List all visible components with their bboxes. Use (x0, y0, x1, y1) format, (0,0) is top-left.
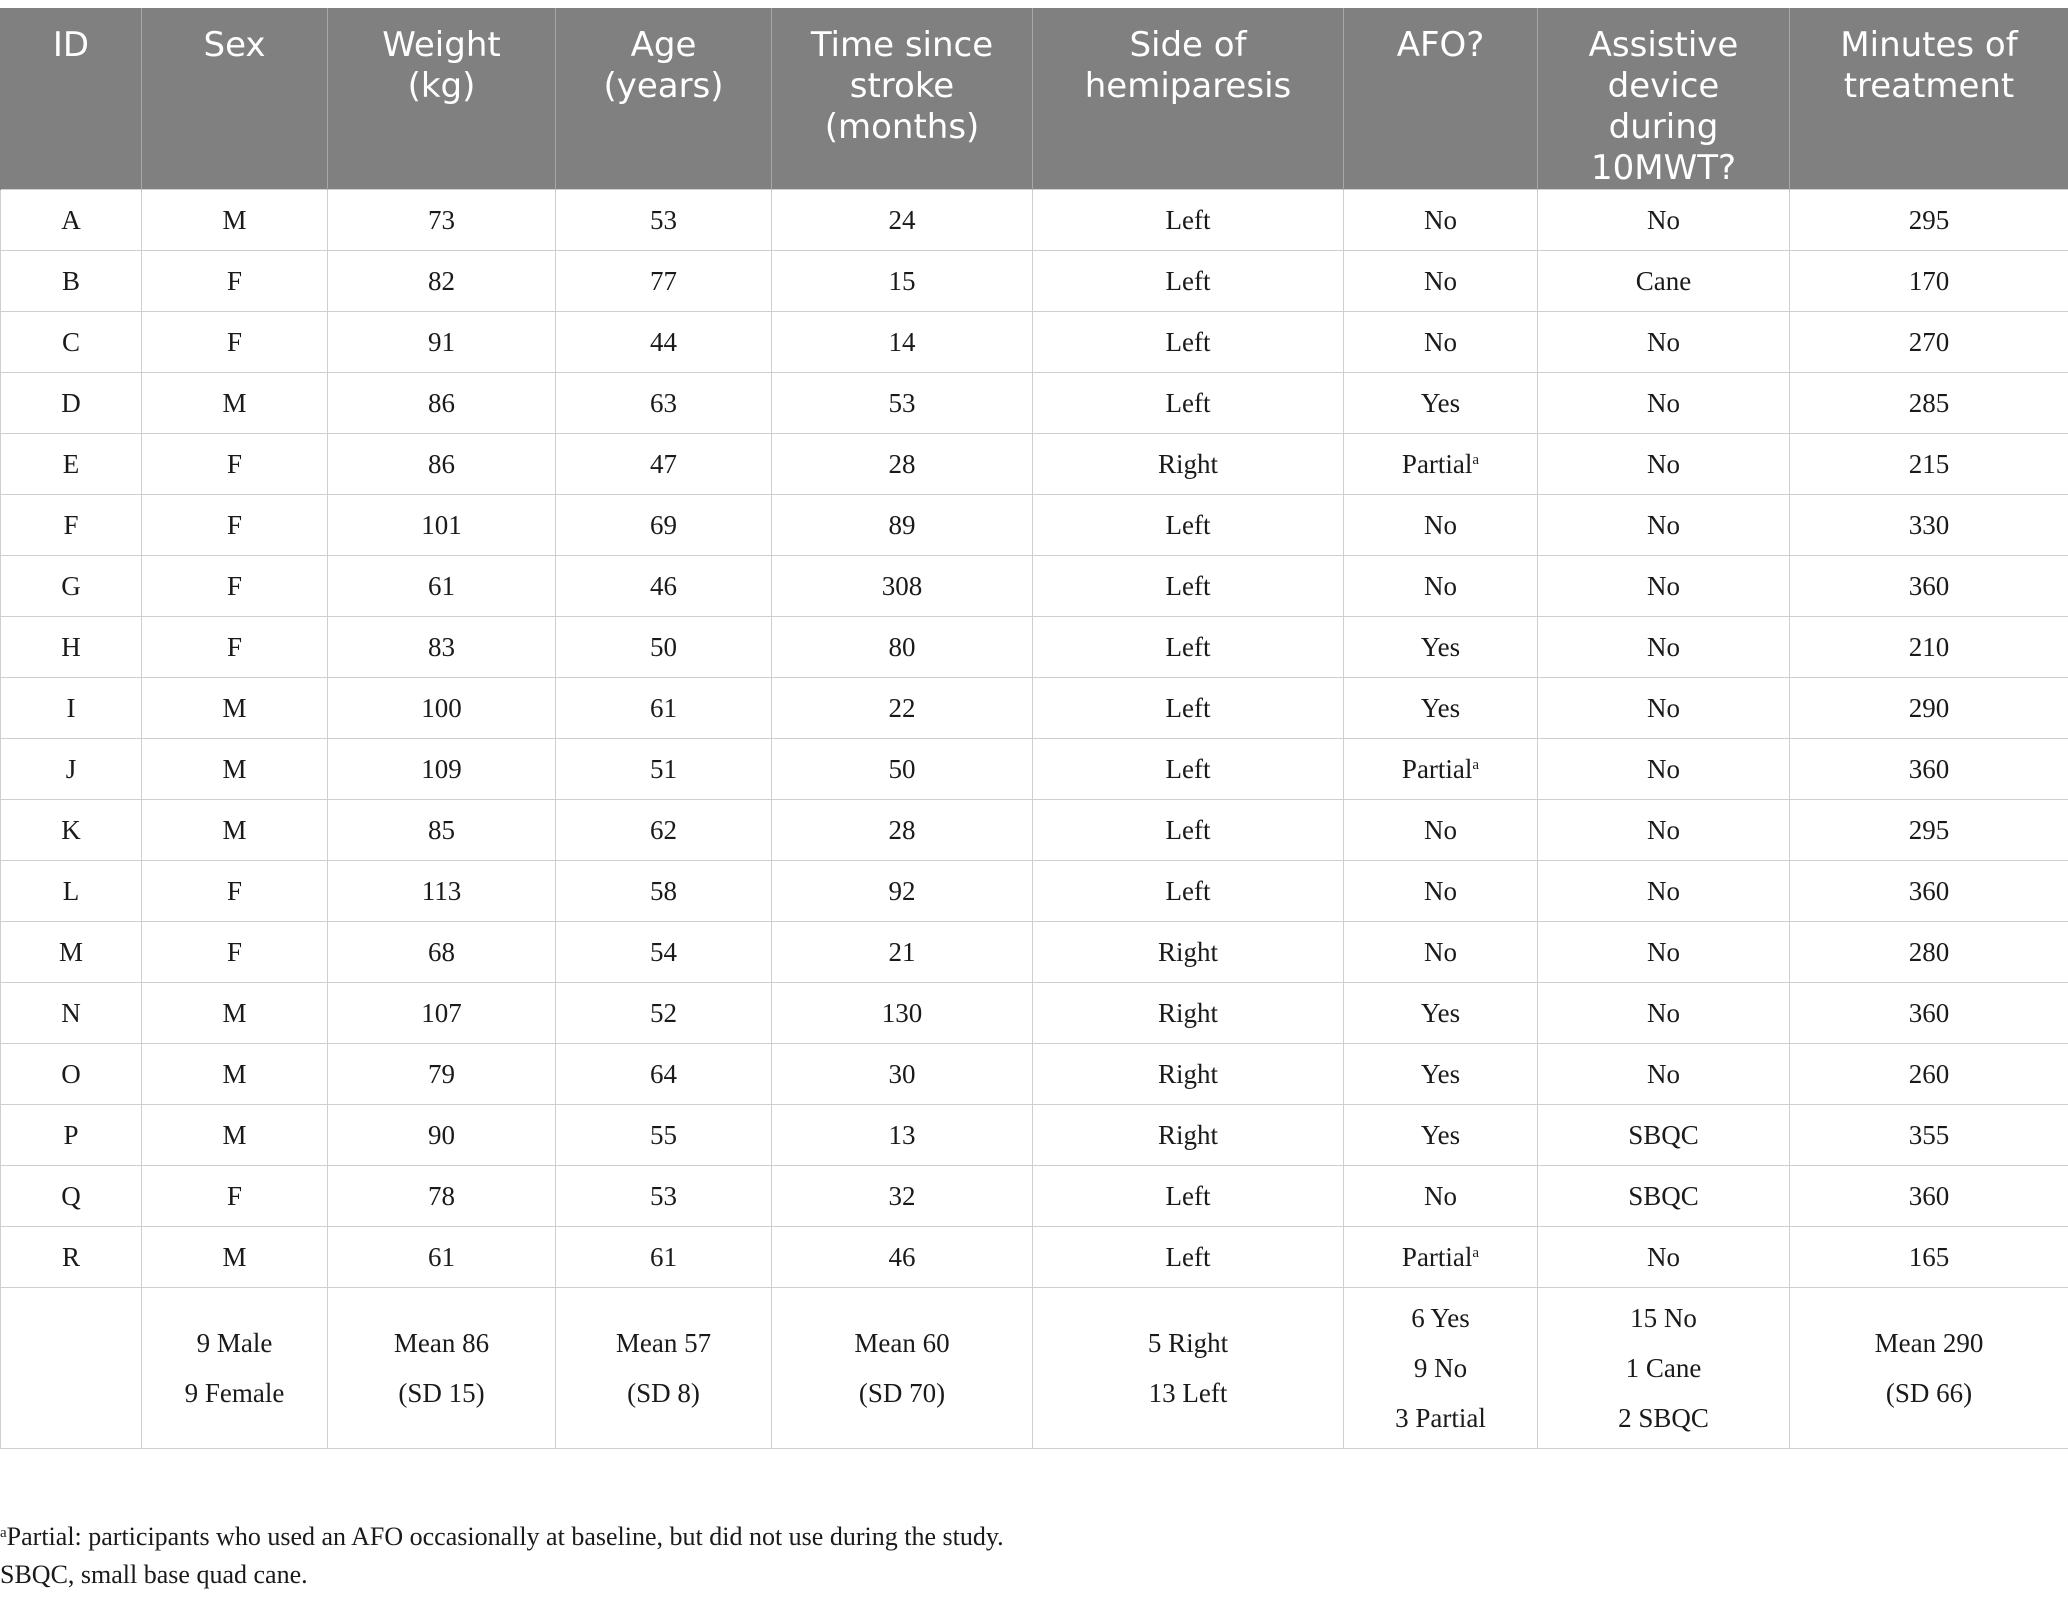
cell-side: Right (1033, 922, 1344, 983)
column-header-time-since-stroke: Time since stroke (months) (772, 9, 1033, 190)
cell-minutes: 360 (1790, 1166, 2068, 1227)
table-body (1, 190, 2068, 1449)
cell-sex: F (142, 556, 328, 617)
table-row (1, 373, 2068, 434)
footnote-sbqc: SBQC, small base quad cane. (0, 1560, 308, 1589)
cell-minutes: 360 (1790, 861, 2068, 922)
cell-weight: 85 (328, 800, 556, 861)
footnote-marker: a (1472, 1244, 1480, 1261)
cell-afo-value: No (1424, 814, 1457, 845)
column-header-age: Age (years) (556, 9, 772, 190)
cell-device: No (1538, 373, 1790, 434)
summary-line: (SD 70) (858, 1378, 946, 1408)
cell-id: N (1, 983, 142, 1044)
cell-sex: M (142, 800, 328, 861)
cell-afo (1344, 800, 1538, 861)
cell-time: 130 (772, 983, 1033, 1044)
cell-device: SBQC (1538, 1105, 1790, 1166)
table-row (1, 617, 2068, 678)
cell-device: No (1538, 312, 1790, 373)
cell-id: A (1, 190, 142, 251)
summary-cell-weight (328, 1288, 556, 1449)
cell-weight: 86 (328, 373, 556, 434)
summary-cell-id (1, 1288, 142, 1449)
cell-afo (1344, 556, 1538, 617)
cell-sex: M (142, 678, 328, 739)
cell-weight: 61 (328, 556, 556, 617)
cell-afo (1344, 495, 1538, 556)
footnote-partial (0, 1518, 1004, 1556)
cell-minutes: 280 (1790, 922, 2068, 983)
cell-sex: M (142, 373, 328, 434)
summary-line: 1 Cane (1625, 1353, 1702, 1383)
cell-afo-value: Partial (1401, 753, 1473, 784)
cell-device: No (1538, 983, 1790, 1044)
cell-device: No (1538, 678, 1790, 739)
cell-sex: F (142, 495, 328, 556)
cell-weight: 90 (328, 1105, 556, 1166)
footnote-partial-text: Partial: participants who used an AFO occasionally at baseline, but did not use during the study. (6, 1522, 1004, 1551)
cell-afo-value: No (1424, 936, 1457, 967)
cell-device: No (1538, 495, 1790, 556)
cell-afo (1344, 251, 1538, 312)
cell-afo (1344, 1044, 1538, 1105)
table-row (1, 922, 2068, 983)
column-header-minutes-of-treatment: Minutes of treatment (1790, 9, 2068, 190)
cell-weight: 86 (328, 434, 556, 495)
summary-row (1, 1288, 2068, 1449)
cell-device: No (1538, 617, 1790, 678)
cell-minutes: 360 (1790, 739, 2068, 800)
table-row (1, 495, 2068, 556)
cell-id: K (1, 800, 142, 861)
cell-weight: 73 (328, 190, 556, 251)
cell-weight: 109 (328, 739, 556, 800)
cell-minutes: 330 (1790, 495, 2068, 556)
cell-time: 28 (772, 800, 1033, 861)
column-header-side-of-hemiparesis: Side of hemiparesis (1033, 9, 1344, 190)
cell-minutes: 270 (1790, 312, 2068, 373)
cell-time: 80 (772, 617, 1033, 678)
cell-weight: 83 (328, 617, 556, 678)
cell-side: Left (1033, 373, 1344, 434)
cell-id: H (1, 617, 142, 678)
cell-afo-value: Yes (1420, 631, 1461, 662)
table-row (1, 1227, 2068, 1288)
column-header-assistive-device: Assistive device during 10MWT? (1538, 9, 1790, 190)
cell-weight: 107 (328, 983, 556, 1044)
summary-cell-minutes (1790, 1288, 2068, 1449)
cell-device: No (1538, 1044, 1790, 1105)
cell-minutes: 165 (1790, 1227, 2068, 1288)
cell-side: Left (1033, 739, 1344, 800)
cell-sex: M (142, 983, 328, 1044)
cell-minutes: 210 (1790, 617, 2068, 678)
header-row (1, 9, 2068, 190)
cell-afo-value: Yes (1420, 692, 1461, 723)
cell-sex: M (142, 190, 328, 251)
cell-side: Left (1033, 1166, 1344, 1227)
cell-afo (1344, 922, 1538, 983)
cell-afo-value: No (1424, 204, 1457, 235)
cell-weight: 68 (328, 922, 556, 983)
cell-age: 69 (556, 495, 772, 556)
summary-line: (SD 66) (1885, 1378, 1973, 1408)
cell-side: Left (1033, 678, 1344, 739)
cell-time: 21 (772, 922, 1033, 983)
cell-device: No (1538, 739, 1790, 800)
cell-id: G (1, 556, 142, 617)
cell-id: C (1, 312, 142, 373)
cell-id: O (1, 1044, 142, 1105)
cell-age: 50 (556, 617, 772, 678)
cell-side: Left (1033, 1227, 1344, 1288)
cell-minutes: 170 (1790, 251, 2068, 312)
cell-minutes: 295 (1790, 190, 2068, 251)
cell-weight: 82 (328, 251, 556, 312)
cell-afo-value: No (1424, 570, 1457, 601)
cell-side: Right (1033, 983, 1344, 1044)
cell-sex: F (142, 617, 328, 678)
table-row (1, 800, 2068, 861)
cell-time: 28 (772, 434, 1033, 495)
cell-side: Left (1033, 556, 1344, 617)
cell-age: 58 (556, 861, 772, 922)
table-row (1, 1044, 2068, 1105)
cell-sex: M (142, 1227, 328, 1288)
cell-age: 53 (556, 1166, 772, 1227)
cell-sex: F (142, 312, 328, 373)
cell-time: 24 (772, 190, 1033, 251)
cell-sex: M (142, 1105, 328, 1166)
summary-cell-sex (142, 1288, 328, 1449)
cell-afo (1344, 739, 1538, 800)
table-row (1, 739, 2068, 800)
cell-weight: 100 (328, 678, 556, 739)
table-row (1, 861, 2068, 922)
table-row (1, 678, 2068, 739)
table-row (1, 556, 2068, 617)
cell-side: Left (1033, 800, 1344, 861)
cell-time: 13 (772, 1105, 1033, 1166)
summary-cell-device (1538, 1288, 1790, 1449)
summary-cell-time (772, 1288, 1033, 1449)
summary-line: 6 Yes (1411, 1303, 1470, 1333)
cell-time: 32 (772, 1166, 1033, 1227)
cell-id: L (1, 861, 142, 922)
cell-device: No (1538, 800, 1790, 861)
table-row (1, 1105, 2068, 1166)
summary-line: Mean 60 (854, 1328, 950, 1358)
cell-minutes: 290 (1790, 678, 2068, 739)
cell-device: No (1538, 556, 1790, 617)
cell-weight: 78 (328, 1166, 556, 1227)
cell-device: SBQC (1538, 1166, 1790, 1227)
cell-id: M (1, 922, 142, 983)
cell-side: Left (1033, 495, 1344, 556)
cell-minutes: 260 (1790, 1044, 2068, 1105)
cell-afo-value: Yes (1420, 1119, 1461, 1150)
cell-weight: 79 (328, 1044, 556, 1105)
cell-time: 30 (772, 1044, 1033, 1105)
cell-afo (1344, 434, 1538, 495)
cell-id: J (1, 739, 142, 800)
summary-cell-age (556, 1288, 772, 1449)
summary-line: 2 SBQC (1618, 1403, 1709, 1433)
table-row (1, 434, 2068, 495)
cell-weight: 61 (328, 1227, 556, 1288)
cell-weight: 101 (328, 495, 556, 556)
cell-afo-value: Partial (1401, 448, 1473, 479)
cell-sex: F (142, 861, 328, 922)
cell-sex: F (142, 922, 328, 983)
cell-id: Q (1, 1166, 142, 1227)
summary-cell-afo (1344, 1288, 1538, 1449)
summary-line: 9 No (1413, 1353, 1468, 1383)
cell-minutes: 360 (1790, 556, 2068, 617)
summary-cell-side (1033, 1288, 1344, 1449)
column-header-id: ID (1, 9, 142, 190)
cell-age: 64 (556, 1044, 772, 1105)
cell-afo-value: No (1424, 875, 1457, 906)
cell-afo (1344, 373, 1538, 434)
cell-age: 77 (556, 251, 772, 312)
cell-age: 53 (556, 190, 772, 251)
cell-age: 44 (556, 312, 772, 373)
cell-minutes: 355 (1790, 1105, 2068, 1166)
cell-sex: M (142, 1044, 328, 1105)
cell-weight: 113 (328, 861, 556, 922)
table-row (1, 190, 2068, 251)
participant-table (0, 8, 2068, 1449)
cell-afo (1344, 1166, 1538, 1227)
cell-afo-value: No (1424, 265, 1457, 296)
cell-time: 308 (772, 556, 1033, 617)
cell-id: R (1, 1227, 142, 1288)
cell-age: 52 (556, 983, 772, 1044)
cell-device: No (1538, 434, 1790, 495)
cell-device: No (1538, 1227, 1790, 1288)
cell-age: 54 (556, 922, 772, 983)
footnotes (0, 1518, 1004, 1594)
cell-id: P (1, 1105, 142, 1166)
cell-side: Right (1033, 1105, 1344, 1166)
cell-side: Left (1033, 190, 1344, 251)
cell-afo (1344, 983, 1538, 1044)
cell-age: 63 (556, 373, 772, 434)
cell-side: Right (1033, 1044, 1344, 1105)
cell-time: 89 (772, 495, 1033, 556)
summary-line: 9 Female (184, 1378, 285, 1408)
cell-time: 15 (772, 251, 1033, 312)
cell-afo-value: Yes (1420, 997, 1461, 1028)
cell-age: 46 (556, 556, 772, 617)
column-header-sex: Sex (142, 9, 328, 190)
footnote-marker: a (1472, 756, 1480, 773)
cell-sex: F (142, 434, 328, 495)
summary-line: 13 Left (1148, 1378, 1228, 1408)
footnote-marker: a (0, 1525, 7, 1541)
cell-time: 50 (772, 739, 1033, 800)
cell-age: 62 (556, 800, 772, 861)
summary-line: 9 Male (196, 1328, 273, 1358)
cell-sex: F (142, 1166, 328, 1227)
table-row (1, 312, 2068, 373)
cell-age: 61 (556, 1227, 772, 1288)
summary-line: Mean 57 (615, 1328, 712, 1358)
cell-age: 61 (556, 678, 772, 739)
cell-afo (1344, 861, 1538, 922)
cell-age: 47 (556, 434, 772, 495)
cell-device: No (1538, 861, 1790, 922)
cell-afo-value: Yes (1420, 387, 1461, 418)
cell-afo-value: No (1424, 509, 1457, 540)
summary-line: Mean 86 (393, 1328, 490, 1358)
summary-line: 3 Partial (1395, 1403, 1486, 1433)
cell-afo-value: No (1424, 1180, 1457, 1211)
cell-side: Left (1033, 312, 1344, 373)
cell-afo (1344, 617, 1538, 678)
cell-afo (1344, 1227, 1538, 1288)
column-header-afo: AFO? (1344, 9, 1538, 190)
summary-line: 5 Right (1147, 1328, 1229, 1358)
summary-line: (SD 15) (398, 1378, 485, 1408)
cell-afo (1344, 1105, 1538, 1166)
cell-afo-value: Partial (1401, 1241, 1473, 1272)
cell-minutes: 295 (1790, 800, 2068, 861)
cell-minutes: 285 (1790, 373, 2068, 434)
table-row (1, 1166, 2068, 1227)
cell-weight: 91 (328, 312, 556, 373)
cell-time: 22 (772, 678, 1033, 739)
cell-side: Right (1033, 434, 1344, 495)
cell-age: 51 (556, 739, 772, 800)
cell-side: Left (1033, 617, 1344, 678)
cell-device: No (1538, 922, 1790, 983)
cell-sex: F (142, 251, 328, 312)
cell-device: Cane (1538, 251, 1790, 312)
cell-age: 55 (556, 1105, 772, 1166)
cell-side: Left (1033, 251, 1344, 312)
cell-time: 92 (772, 861, 1033, 922)
cell-id: D (1, 373, 142, 434)
column-header-weight: Weight (kg) (328, 9, 556, 190)
cell-afo (1344, 678, 1538, 739)
cell-afo-value: Yes (1420, 1058, 1461, 1089)
footnote-marker: a (1472, 451, 1480, 468)
table-row (1, 983, 2068, 1044)
cell-minutes: 360 (1790, 983, 2068, 1044)
table-row (1, 251, 2068, 312)
summary-line: 15 No (1630, 1303, 1697, 1333)
cell-time: 46 (772, 1227, 1033, 1288)
cell-afo-value: No (1424, 326, 1457, 357)
cell-sex: M (142, 739, 328, 800)
cell-side: Left (1033, 861, 1344, 922)
cell-minutes: 215 (1790, 434, 2068, 495)
cell-id: I (1, 678, 142, 739)
summary-line: Mean 290 (1874, 1328, 1984, 1358)
cell-id: E (1, 434, 142, 495)
cell-afo (1344, 312, 1538, 373)
cell-afo (1344, 190, 1538, 251)
cell-time: 53 (772, 373, 1033, 434)
summary-line: (SD 8) (627, 1378, 700, 1408)
cell-id: B (1, 251, 142, 312)
cell-device: No (1538, 190, 1790, 251)
cell-time: 14 (772, 312, 1033, 373)
cell-id: F (1, 495, 142, 556)
